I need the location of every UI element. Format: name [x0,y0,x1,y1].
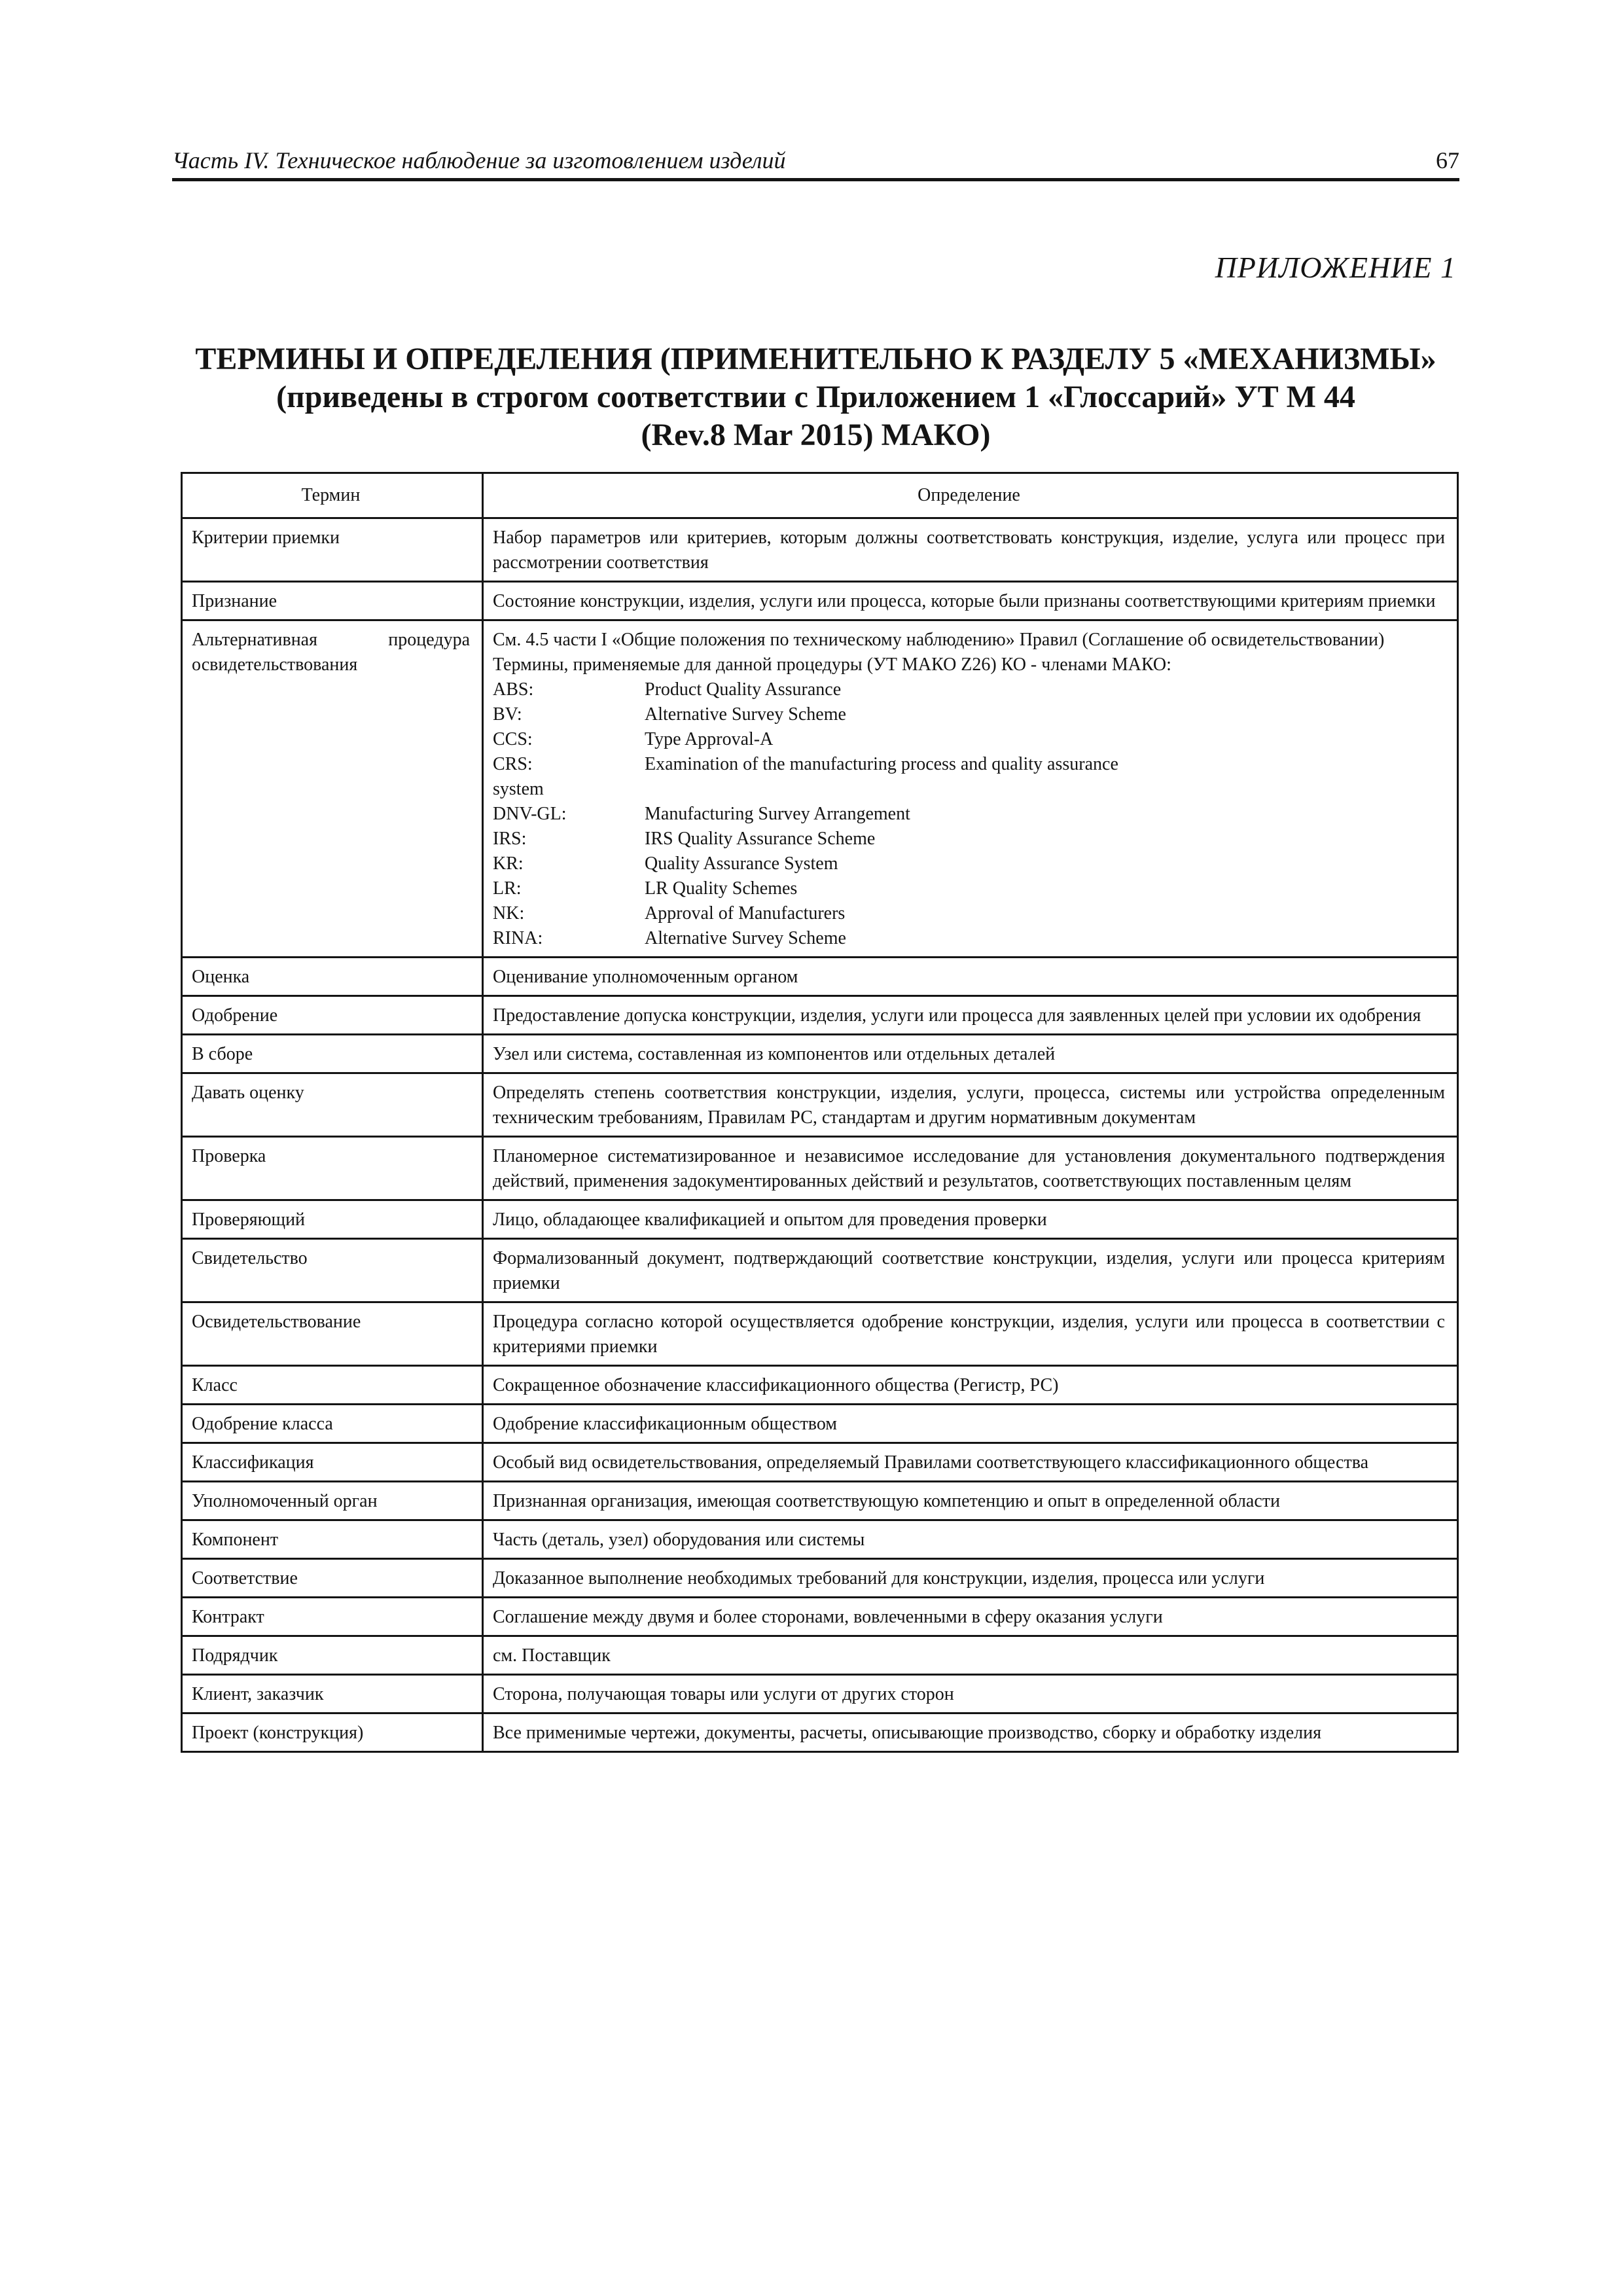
term-cell: Проверяющий [182,1200,483,1239]
table-row [182,1443,1458,1482]
term-cell: Освидетельствование [182,1302,483,1366]
scheme-name: Product Quality Assurance [645,679,842,700]
definition-cell: Формализованный документ, подтверждающий соответствие конструкции, изделия, услуги или процесса критериям приемки [483,1239,1458,1302]
table-row [182,958,1458,996]
scheme-item [493,852,1445,876]
document-title [172,340,1459,454]
scheme-item [493,926,1445,951]
term-cell: Уполномоченный орган [182,1482,483,1520]
table-row [182,1035,1458,1073]
table-row [182,1073,1458,1137]
scheme-item [493,702,1445,727]
definition-cell: Часть (деталь, узел) оборудования или системы [483,1520,1458,1559]
table-row [182,1598,1458,1636]
term-cell: Признание [182,582,483,620]
definition-cell: Определять степень соответствия конструкции, изделия, услуги, процесса, системы или устройства определенным техническим требованиям, Правилам РС, стандартам и другим нормативным документам [483,1073,1458,1137]
scheme-name: Examination of the manufacturing process and quality assurance [645,754,1118,774]
definition-cell [483,620,1458,958]
scheme-abbr: IRS: [493,829,527,849]
definition-cell: Доказанное выполнение необходимых требований для конструкции, изделия, процесса или услуги [483,1559,1458,1598]
scheme-name: Manufacturing Survey Arrangement [645,804,910,824]
definition-cell: Особый вид освидетельствования, определяемый Правилами соответствующего классификационного общества [483,1443,1458,1482]
scheme-name: IRS Quality Assurance Scheme [645,829,876,849]
scheme-abbr: ABS: [493,679,534,700]
table-row [182,1482,1458,1520]
term-cell: Одобрение класса [182,1405,483,1443]
definition-cell: Все применимые чертежи, документы, расчеты, описывающие производство, сборку и обработку изделия [483,1713,1458,1752]
table-row [182,1713,1458,1752]
definition-cell: Признанная организация, имеющая соответствующую компетенцию и опыт в определенной области [483,1482,1458,1520]
term-cell: Проверка [182,1137,483,1200]
table-row [182,1137,1458,1200]
table-row [182,582,1458,620]
scheme-abbr: CCS: [493,729,533,749]
definition-cell: Состояние конструкции, изделия, услуги или процесса, которые были признаны соответствующими критериям приемки [483,582,1458,620]
table-row [182,1366,1458,1405]
term-cell: В сборе [182,1035,483,1073]
title-line-3: (Rev.8 Mar 2015) МАКО) [641,418,991,452]
scheme-name: LR Quality Schemes [645,878,798,899]
definition-cell: Планомерное систематизированное и независимое исследование для установления документального подтверждения действий, применения задокументированных действий и результатов, соответствующих поставленным целям [483,1137,1458,1200]
scheme-abbr: RINA: [493,928,543,948]
title-line-2: (приведены в строгом соответствии с Приложением 1 «Глоссарий» УТ М 44 [276,380,1355,414]
scheme-abbr: NK: [493,903,525,924]
table-row [182,1520,1458,1559]
table-row [182,1405,1458,1443]
column-header-term: Термин [182,473,483,518]
table-row [182,1200,1458,1239]
scheme-name: Quality Assurance System [645,853,838,874]
definition-cell: Оценивание уполномоченным органом [483,958,1458,996]
scheme-continuation: system [493,779,544,799]
table-row [182,1675,1458,1713]
definition-cell: Предоставление допуска конструкции, изделия, услуги или процесса для заявленных целей при условии их одобрения [483,996,1458,1035]
running-header [172,141,1459,181]
scheme-name: Alternative Survey Scheme [645,704,846,725]
table-row [182,620,1458,958]
term-cell: Классификация [182,1443,483,1482]
definition-note: Термины, применяемые для данной процедуры (УТ МАКО Z26) КО - членами МАКО: [493,655,1171,675]
term-cell: Давать оценку [182,1073,483,1137]
scheme-item [493,727,1445,752]
scheme-item [493,876,1445,901]
scheme-abbr: KR: [493,853,524,874]
scheme-item [493,752,1445,777]
scheme-name: Type Approval-A [645,729,774,749]
term-cell: Критерии приемки [182,518,483,582]
scheme-name: Alternative Survey Scheme [645,928,846,948]
term-cell: Одобрение [182,996,483,1035]
definition-cell: Лицо, обладающее квалификацией и опытом для проведения проверки [483,1200,1458,1239]
definition-cell: Сокращенное обозначение классификационного общества (Регистр, РС) [483,1366,1458,1405]
table-row [182,1302,1458,1366]
scheme-abbr: BV: [493,704,522,725]
definition-cell: Соглашение между двумя и более сторонами, вовлеченными в сферу оказания услуги [483,1598,1458,1636]
term-cell: Проект (конструкция) [182,1713,483,1752]
term-cell: Оценка [182,958,483,996]
term-cell: Свидетельство [182,1239,483,1302]
table-row [182,1636,1458,1675]
scheme-name: Approval of Manufacturers [645,903,846,924]
terms-table [181,472,1459,1753]
scheme-item [493,901,1445,926]
scheme-item [493,802,1445,827]
definition-cell: Сторона, получающая товары или услуги от других сторон [483,1675,1458,1713]
scheme-abbr: DNV-GL: [493,804,567,824]
title-line-1: ТЕРМИНЫ И ОПРЕДЕЛЕНИЯ (ПРИМЕНИТЕЛЬНО К РАЗДЕЛУ 5 «МЕХАНИЗМЫ» [195,342,1436,376]
running-title: Часть IV. Техническое наблюдение за изготовлением изделий [172,147,786,173]
scheme-abbr: CRS: [493,754,533,774]
scheme-item [493,827,1445,852]
table-header-row [182,473,1458,518]
scheme-item [493,677,1445,702]
definition-cell: Набор параметров или критериев, которым должны соответствовать конструкция, изделие, услуга или процесс при рассмотрении соответствия [483,518,1458,582]
term-cell: Контракт [182,1598,483,1636]
table-row [182,518,1458,582]
term-cell: Подрядчик [182,1636,483,1675]
term-cell: Компонент [182,1520,483,1559]
scheme-abbr: LR: [493,878,522,899]
term-cell: Клиент, заказчик [182,1675,483,1713]
term-cell: Класс [182,1366,483,1405]
term-cell: Альтернативная процедура освидетельствования [182,620,483,958]
table-row [182,1239,1458,1302]
column-header-definition: Определение [483,473,1458,518]
table-row [182,996,1458,1035]
definition-cell: Одобрение классификационным обществом [483,1405,1458,1443]
definition-text: См. 4.5 части I «Общие положения по техническому наблюдению» Правил (Соглашение об освидетельствовании) [493,630,1385,650]
term-cell: Соответствие [182,1559,483,1598]
page-number: 67 [1436,147,1459,173]
table-row [182,1559,1458,1598]
appendix-label: ПРИЛОЖЕНИЕ 1 [1215,251,1456,284]
definition-cell: Процедура согласно которой осуществляется одобрение конструкции, изделия, услуги или процесса в соответствии с критериями приемки [483,1302,1458,1366]
definition-cell: см. Поставщик [483,1636,1458,1675]
definition-cell: Узел или система, составленная из компонентов или отдельных деталей [483,1035,1458,1073]
